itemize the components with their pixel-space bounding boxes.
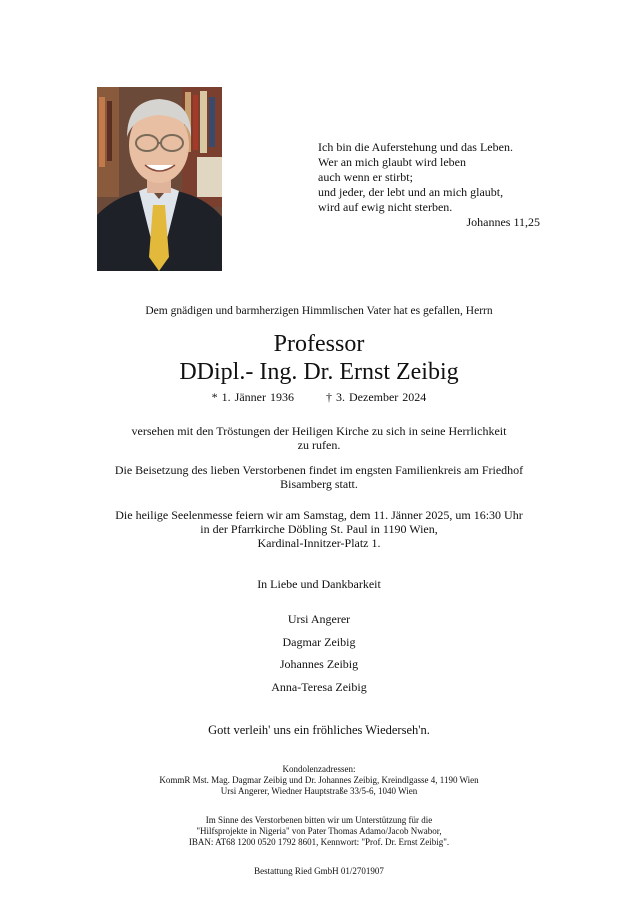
closing-line: In Liebe und Dankbarkeit: [257, 577, 381, 591]
mourner-name: Anna-Teresa Zeibig: [271, 680, 367, 694]
paragraph-line: Die heilige Seelenmesse feiern wir am Samstag, dem 11. Jänner 2025, um 16:30 Uhr: [115, 508, 523, 522]
mourner-name: Johannes Zeibig: [279, 657, 359, 671]
birth-date: * 1. Jänner 1936: [211, 390, 294, 404]
paragraph-blessing: [0, 424, 638, 452]
paragraph-mass: [0, 508, 638, 550]
paragraph-burial: [0, 463, 638, 491]
portrait-photo: [97, 87, 222, 271]
condolence-line: Ursi Angerer, Wiedner Hauptstraße 33/5-6, 1040 Wien: [220, 786, 418, 796]
mourner-name: Ursi Angerer: [287, 612, 351, 626]
intro-text: Dem gnädigen und barmherzigen Himmlischen Vater hat es gefallen, Herrn: [145, 305, 493, 317]
condolence-line: KommR Mst. Mag. Dagmar Zeibig und Dr. Johannes Zeibig, Kreindlgasse 4, 1190 Wien: [159, 775, 479, 785]
deceased-name: DDipl.- Ing. Dr. Ernst Zeibig: [179, 359, 459, 385]
portrait-illustration: [97, 87, 222, 271]
condolence-addresses: [0, 764, 638, 797]
mourner-name: Dagmar Zeibig: [282, 635, 356, 649]
donation-line: Im Sinne des Verstorbenen bitten wir um Unterstützung für die: [205, 815, 433, 825]
verse-line: Wer an mich glaubt wird leben: [318, 155, 466, 169]
verse-line: und jeder, der lebt und an mich glaubt,: [318, 185, 504, 199]
donation-request: [0, 815, 638, 848]
farewell-line: Gott verleih' uns ein fröhliches Wiederseh'n.: [208, 723, 430, 737]
death-date: † 3. Dezember 2024: [326, 390, 427, 404]
undertaker-contact: Bestattung Ried GmbH 01/2701907: [254, 866, 384, 876]
verse-line: wird auf ewig nicht sterben.: [318, 200, 453, 214]
paragraph-line: in der Pfarrkirche Döbling St. Paul in 1190 Wien,: [200, 522, 438, 536]
donation-line: "Hilfsprojekte in Nigeria" von Pater Thomas Adamo/Jacob Nwabor,: [196, 826, 442, 836]
deceased-title: Professor: [273, 331, 365, 357]
paragraph-line: Bisamberg statt.: [280, 477, 358, 491]
paragraph-line: Kardinal-Innitzer-Platz 1.: [257, 536, 381, 550]
verse-reference: Johannes 11,25: [466, 215, 540, 229]
paragraph-line: zu rufen.: [297, 438, 341, 452]
life-dates: [0, 390, 638, 405]
donation-line: IBAN: AT68 1200 0520 1792 8601, Kennwort: "Prof. Dr. Ernst Zeibig".: [188, 837, 450, 847]
paragraph-line: Die Beisetzung des lieben Verstorbenen findet im engsten Familienkreis am Friedhof: [114, 463, 524, 477]
paragraph-line: versehen mit den Tröstungen der Heiligen Kirche zu sich in seine Herrlichkeit: [131, 424, 507, 438]
bible-verse: [318, 140, 540, 230]
verse-line: Ich bin die Auferstehung und das Leben.: [318, 140, 513, 154]
verse-line: auch wenn er stirbt;: [318, 170, 413, 184]
condolence-heading: Kondolenzadressen:: [282, 764, 356, 774]
